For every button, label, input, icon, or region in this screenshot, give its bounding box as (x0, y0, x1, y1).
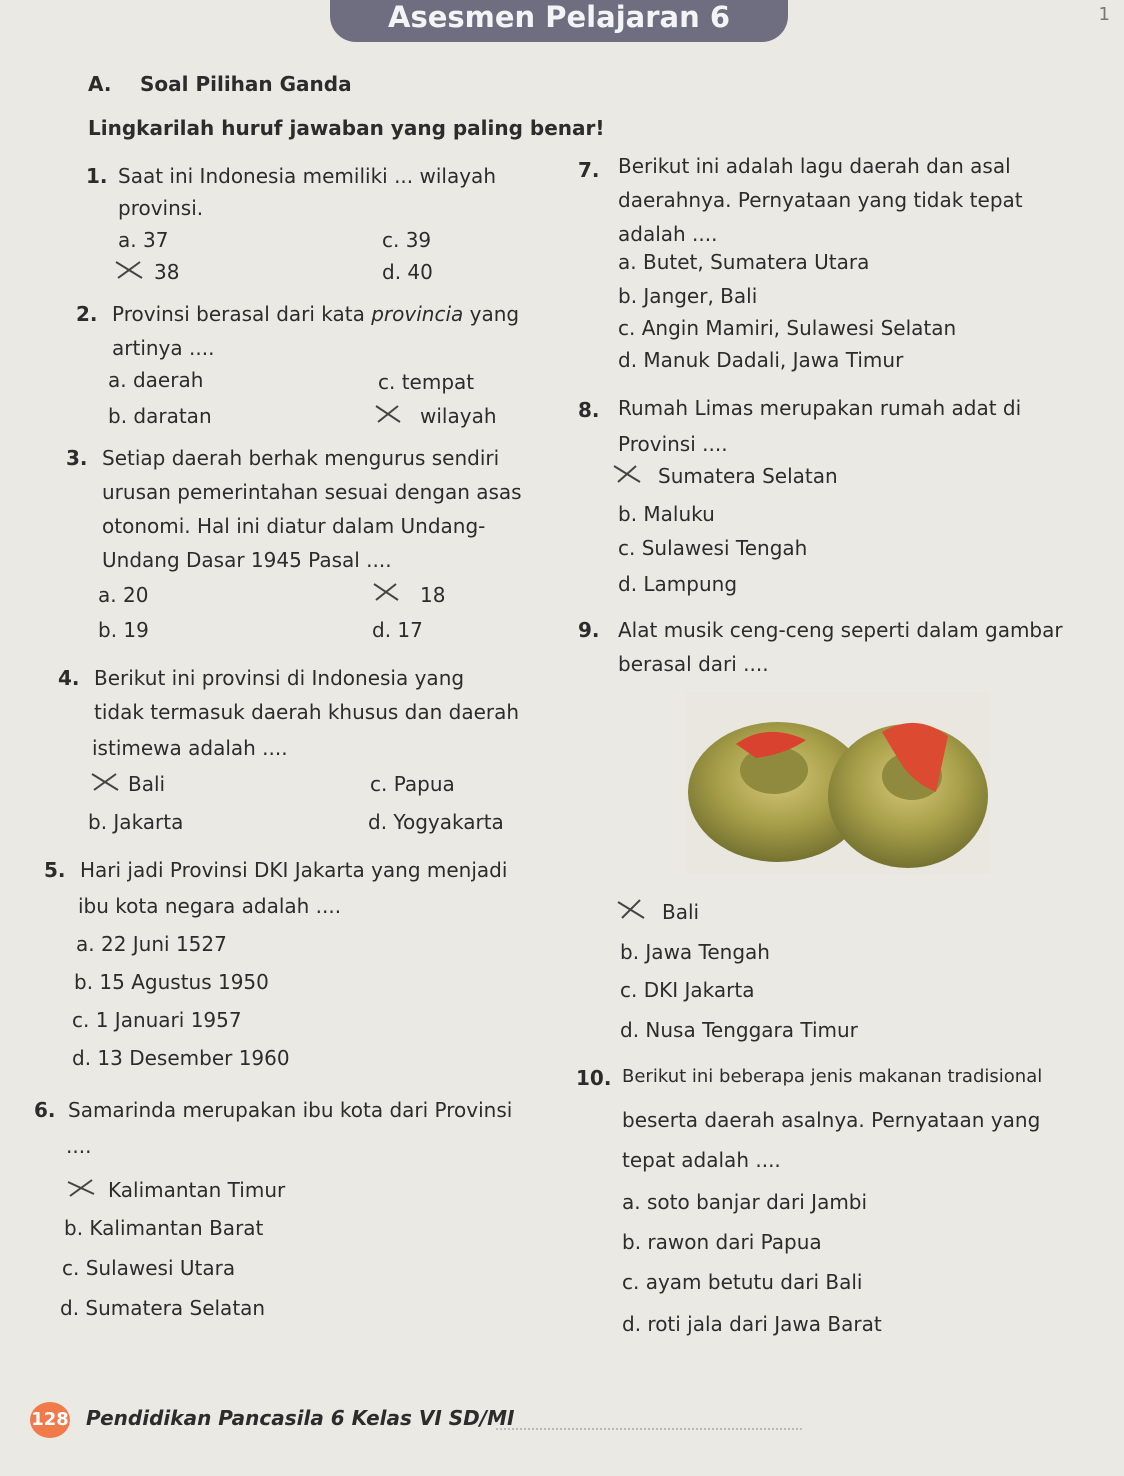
q5-option-d[interactable]: d. 13 Desember 1960 (72, 1046, 290, 1070)
q4-text-3: istimewa adalah .... (92, 736, 288, 760)
q1-number: 1. (86, 164, 108, 188)
q1-option-c[interactable]: c. 39 (382, 228, 432, 252)
q5-text-1: Hari jadi Provinsi DKI Jakarta yang menjadi (80, 858, 508, 882)
q3-option-b[interactable]: b. 19 (98, 618, 149, 642)
q10-text-1: Berikut ini beberapa jenis makanan tradisional (622, 1066, 1043, 1087)
q10-option-a[interactable]: a. soto banjar dari Jambi (622, 1190, 868, 1214)
section-letter: A. (88, 72, 112, 96)
q9-text-1: Alat musik ceng-ceng seperti dalam gambar (618, 618, 1063, 642)
q3-text-2: urusan pemerintahan sesuai dengan asas (102, 480, 522, 504)
q2-option-d[interactable]: wilayah (420, 404, 497, 428)
q3-number: 3. (66, 446, 88, 470)
q6-number: 6. (34, 1098, 56, 1122)
q9-option-d[interactable]: d. Nusa Tenggara Timur (620, 1018, 858, 1042)
banner-title: Asesmen Pelajaran 6 (388, 0, 730, 34)
q10-text-2: beserta daerah asalnya. Pernyataan yang (622, 1108, 1041, 1132)
q4-option-b[interactable]: b. Jakarta (88, 810, 184, 834)
q8-text-2: Provinsi .... (618, 432, 728, 456)
q1-option-a[interactable]: a. 37 (118, 228, 169, 252)
q2-answer-mark (374, 402, 404, 424)
q8-option-a[interactable]: Sumatera Selatan (658, 464, 838, 488)
q2-option-b[interactable]: b. daratan (108, 404, 212, 428)
q2-text-1a: Provinsi berasal dari kata (112, 302, 365, 326)
q7-option-b[interactable]: b. Janger, Bali (618, 284, 758, 308)
q10-option-d[interactable]: d. roti jala dari Jawa Barat (622, 1312, 882, 1336)
q8-number: 8. (578, 398, 600, 422)
q7-text-3: adalah .... (618, 222, 718, 246)
q8-option-c[interactable]: c. Sulawesi Tengah (618, 536, 808, 560)
q7-option-a[interactable]: a. Butet, Sumatera Utara (618, 250, 870, 274)
q9-option-c[interactable]: c. DKI Jakarta (620, 978, 755, 1002)
q8-answer-mark (612, 462, 642, 484)
q9-option-b[interactable]: b. Jawa Tengah (620, 940, 770, 964)
q7-text-1: Berikut ini adalah lagu daerah dan asal (618, 154, 1011, 178)
q2-text-1 (112, 302, 519, 326)
q5-option-b[interactable]: b. 15 Agustus 1950 (74, 970, 269, 994)
q2-italic-term: provincia (371, 302, 464, 326)
q5-number: 5. (44, 858, 66, 882)
q2-text-2: artinya .... (112, 336, 215, 360)
q3-text-3: otonomi. Hal ini diatur dalam Undang- (102, 514, 486, 538)
q6-text-2: .... (66, 1134, 92, 1158)
q8-text-1: Rumah Limas merupakan rumah adat di (618, 396, 1022, 420)
q8-option-b[interactable]: b. Maluku (618, 502, 715, 526)
q10-option-b[interactable]: b. rawon dari Papua (622, 1230, 822, 1254)
q10-text-3: tepat adalah .... (622, 1148, 781, 1172)
footer-divider (496, 1428, 802, 1430)
q4-option-a[interactable]: Bali (128, 772, 166, 796)
q4-option-d[interactable]: d. Yogyakarta (368, 810, 504, 834)
instruction: Lingkarilah huruf jawaban yang paling benar! (88, 116, 605, 140)
cymbal-photo (686, 692, 990, 874)
q3-text-1: Setiap daerah berhak mengurus sendiri (102, 446, 500, 470)
q7-number: 7. (578, 158, 600, 182)
q1-option-d[interactable]: d. 40 (382, 260, 433, 284)
q7-option-c[interactable]: c. Angin Mamiri, Sulawesi Selatan (618, 316, 957, 340)
section-title: Soal Pilihan Ganda (140, 72, 352, 96)
q6-option-b[interactable]: b. Kalimantan Barat (64, 1216, 264, 1240)
q3-option-a[interactable]: a. 20 (98, 583, 149, 607)
q1-text-2: provinsi. (118, 196, 204, 220)
q6-option-a[interactable]: Kalimantan Timur (108, 1178, 286, 1202)
q1-text-1: Saat ini Indonesia memiliki ... wilayah (118, 164, 496, 188)
q9-answer-mark (616, 898, 646, 920)
q3-text-4: Undang Dasar 1945 Pasal .... (102, 548, 392, 572)
q1-answer-mark (114, 258, 144, 280)
q9-option-a[interactable]: Bali (662, 900, 700, 924)
q2-number: 2. (76, 302, 98, 326)
q3-option-d[interactable]: d. 17 (372, 618, 423, 642)
q6-answer-mark (66, 1176, 96, 1198)
q4-option-c[interactable]: c. Papua (370, 772, 455, 796)
q5-text-2: ibu kota negara adalah .... (78, 894, 342, 918)
q5-option-c[interactable]: c. 1 Januari 1957 (72, 1008, 242, 1032)
q2-text-1b: yang (469, 302, 520, 326)
q4-number: 4. (58, 666, 80, 690)
q6-text-1: Samarinda merupakan ibu kota dari Provinsi (68, 1098, 513, 1122)
q5-option-a[interactable]: a. 22 Juni 1527 (76, 932, 227, 956)
q4-text-1: Berikut ini provinsi di Indonesia yang (94, 666, 465, 690)
book-title: Pendidikan Pancasila 6 Kelas VI SD/MI (86, 1406, 515, 1430)
q2-option-c[interactable]: c. tempat (378, 370, 475, 394)
q6-option-c[interactable]: c. Sulawesi Utara (62, 1256, 236, 1280)
page-banner (330, 0, 788, 42)
q4-text-2: tidak termasuk daerah khusus dan daerah (94, 700, 520, 724)
q9-text-2: berasal dari .... (618, 652, 769, 676)
q6-option-d[interactable]: d. Sumatera Selatan (60, 1296, 266, 1320)
q10-number: 10. (576, 1066, 612, 1090)
q4-answer-mark (90, 770, 120, 792)
q7-option-d[interactable]: d. Manuk Dadali, Jawa Timur (618, 348, 904, 372)
corner-mark: 1 (1098, 4, 1110, 25)
q8-option-d[interactable]: d. Lampung (618, 572, 738, 596)
q3-option-c[interactable]: 18 (420, 583, 446, 607)
q9-number: 9. (578, 618, 600, 642)
q1-option-b[interactable]: 38 (154, 260, 180, 284)
q3-answer-mark (372, 580, 402, 602)
page-number-badge: 128 (30, 1402, 70, 1438)
q2-option-a[interactable]: a. daerah (108, 368, 204, 392)
q10-option-c[interactable]: c. ayam betutu dari Bali (622, 1270, 863, 1294)
q7-text-2: daerahnya. Pernyataan yang tidak tepat (618, 188, 1023, 212)
